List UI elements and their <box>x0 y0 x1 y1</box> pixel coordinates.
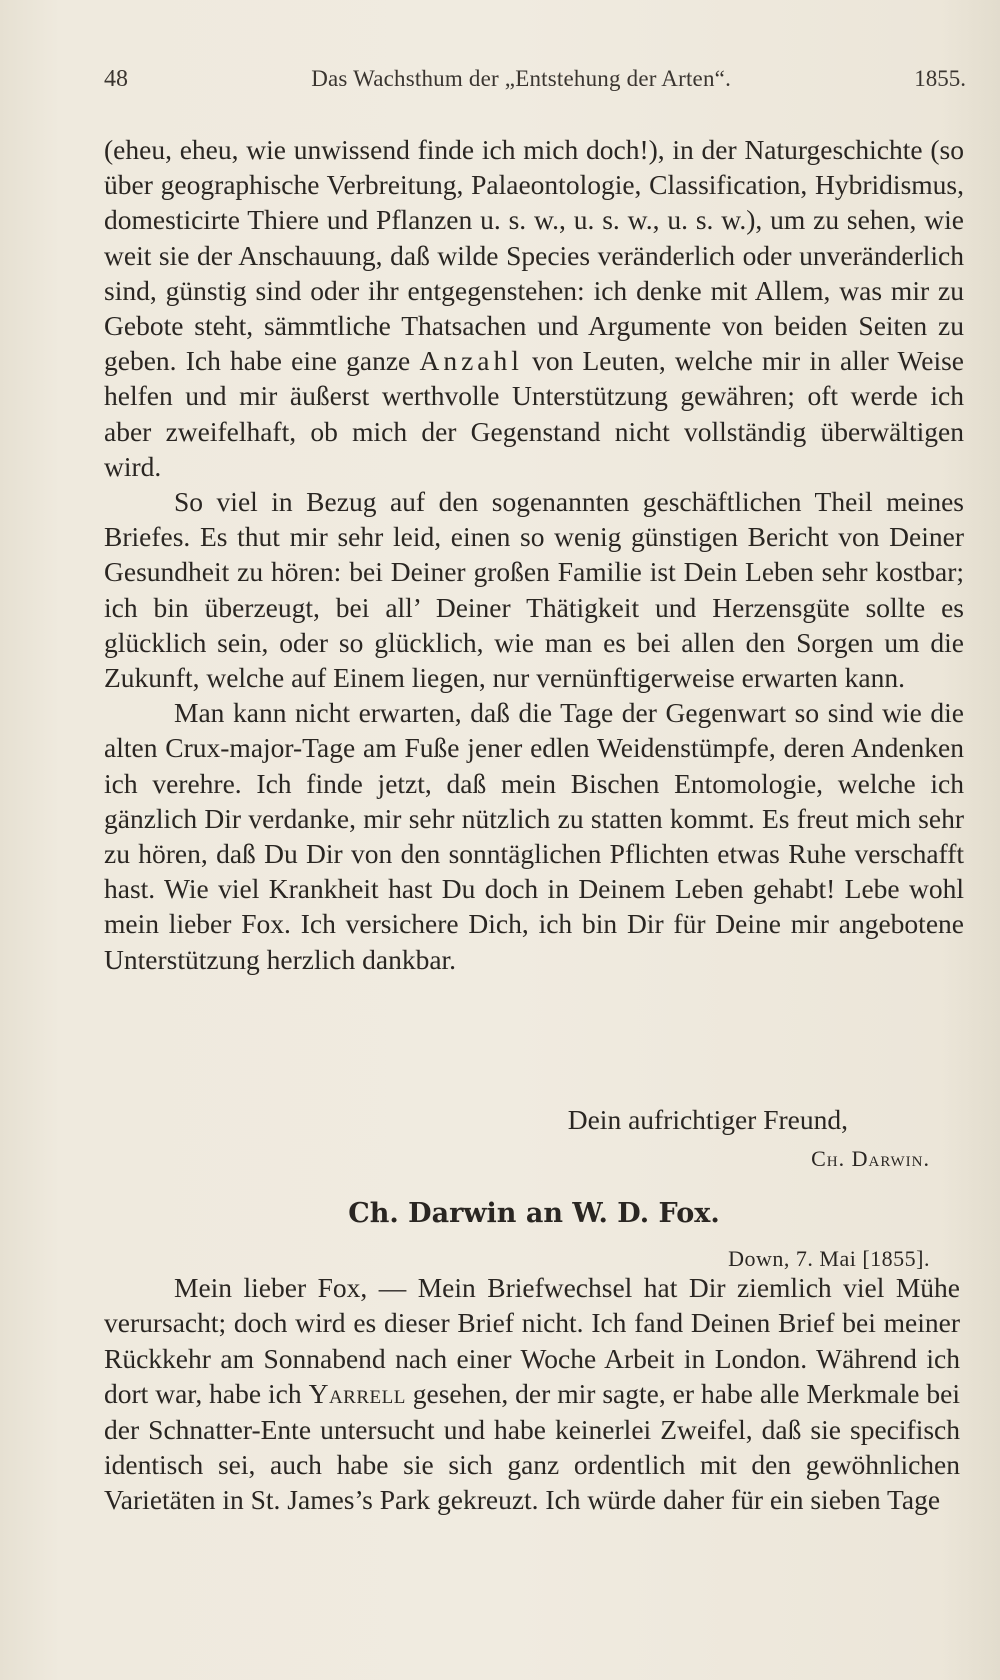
letter-body <box>104 132 964 977</box>
paragraph-1: (eheu, eheu, wie unwissend finde ich mich doch!), in der Naturgeschichte (so über geographische Verbreitung, Palaeontologie, Classification, Hybridismus, domesticirte Thiere und Pflanzen u. s. w., u. s. w., u. s. w.), um zu sehen, wie weit sie der Anschauung, daß wilde Species veränderlich oder unveränderlich sind, günstig sind oder ihr entgegenstehen: ich denke mit Allem, was mir zu Gebote steht, sämmtliche Thatsachen und Argumente von beiden Seiten zu geben. Ich habe eine ganze Anzahl von Leuten, welche mir in aller Weise helfen und mir äußerst werthvolle Unterstützung gewähren; oft werde ich aber zweifelhaft, ob mich der Gegenstand nicht vollständig überwältigen wird. <box>104 134 964 482</box>
dateline: Down, 7. Mai [1855]. <box>728 1246 930 1271</box>
paragraph-3: Man kann nicht erwarten, daß die Tage der Gegenwart so sind wie die alten Crux-major-Tage am Fuße jener edlen Weidenstümpfe, deren Andenken ich verehre. Ich finde jetzt, daß mein Bischen Entomologie, welche ich gänzlich Dir verdanke, mir sehr nützlich zu statten kommt. Es freut mich sehr zu hören, daß Du Dir von den sonntäglichen Pflichten etwas Ruhe verschafft hast. Wie viel Krankheit hast Du doch in Deinem Leben gehabt! Lebe wohl mein lieber Fox. Ich versichere Dich, ich bin Dir für Deine mir angebotene Unterstützung herzlich dankbar. <box>104 697 964 975</box>
letter2-body <box>104 1270 960 1518</box>
running-title: Das Wachsthum der „Entstehung der Arten“. <box>311 66 732 91</box>
signature: Ch. Darwin. <box>811 1146 930 1171</box>
page-number: 48 <box>104 66 128 92</box>
emphasis-spaced: Anzahl <box>419 345 523 377</box>
running-head <box>104 66 966 98</box>
letter-heading: Ch. Darwin an W. D. Fox. <box>348 1198 720 1229</box>
running-year: 1855. <box>914 66 966 91</box>
person-name: Yarrell <box>308 1378 406 1410</box>
paragraph-2: So viel in Bezug auf den sogenannten geschäftlichen Theil meines Briefes. Es thut mir sehr leid, einen so wenig günstigen Bericht von Deiner Gesundheit zu hören: bei Deiner großen Familie ist Dein Leben sehr kostbar; ich bin überzeugt, bei all’ Deiner Thätigkeit und Herzensgüte sollte es glücklich sein, oder so glücklich, wie man es bei allen den Sorgen um die Zukunft, welche auf Einem liegen, nur vernünftigerweise erwarten kann. <box>104 486 964 694</box>
letter2-paragraph-1: Mein lieber Fox, — Mein Briefwechsel hat Dir ziemlich viel Mühe verursacht; doch wird es dieser Brief nicht. Ich fand Deinen Brief bei meiner Rückkehr am Sonnabend nach einer Woche Arbeit in London. Während ich dort war, habe ich Yarrell gesehen, der mir sagte, er habe alle Merkmale bei der Schnatter-Ente untersucht und habe keinerlei Zweifel, daß sie specifisch identisch sei, auch habe sie sich ganz ordentlich mit den gewöhnlichen Varietäten in St. James’s Park gekreuzt. Ich würde daher für ein sieben Tage <box>104 1272 960 1516</box>
closing-salutation: Dein aufrichtiger Freund, <box>567 1104 848 1135</box>
